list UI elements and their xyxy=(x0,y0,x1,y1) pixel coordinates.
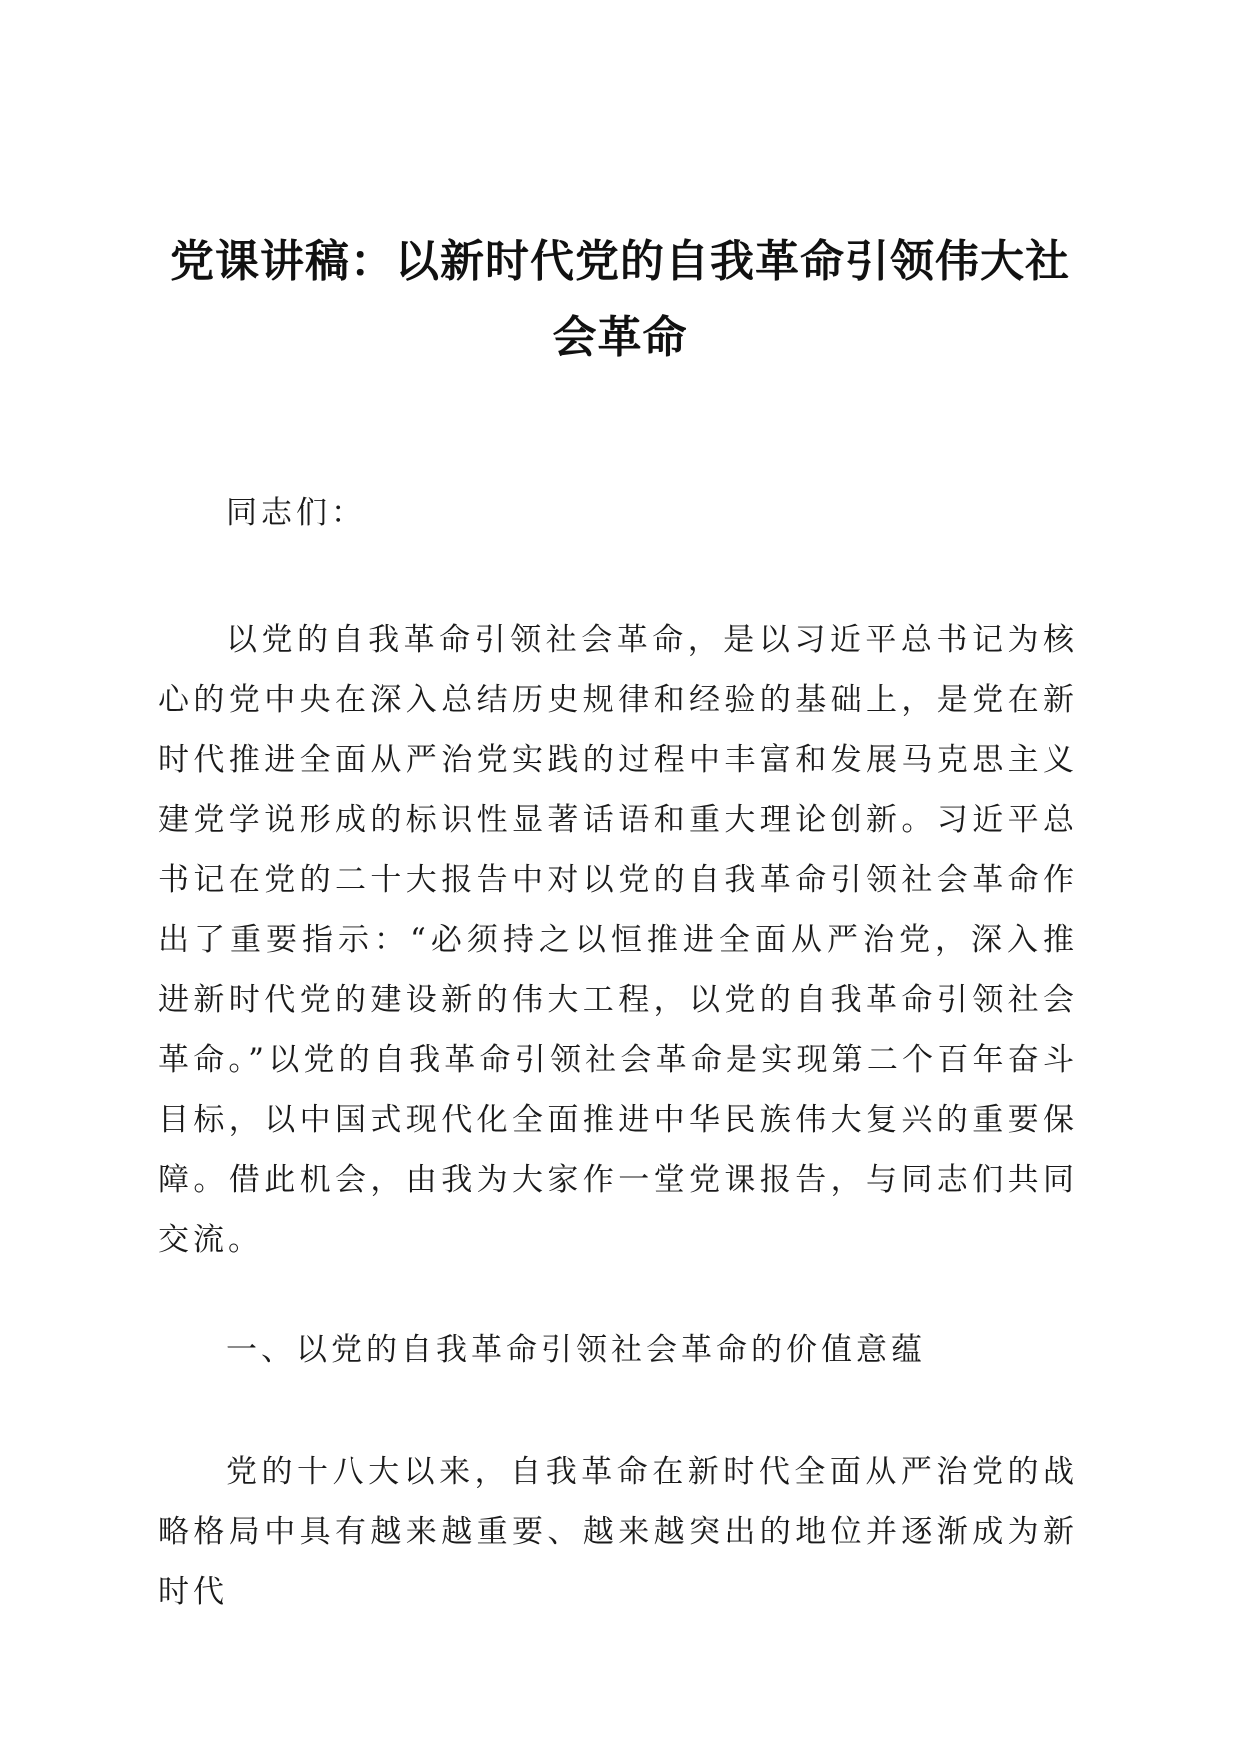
section-heading: 一、以党的自我革命引领社会革命的价值意蕴 xyxy=(226,1332,926,1368)
paragraph: 党的十八大以来，自我革命在新时代全面从严治党的战略格局中具有越来越重要、越来越突出的地位并逐渐成为新时代 xyxy=(158,1454,1078,1610)
paragraph: 以党的自我革命引领社会革命，是以习近平总书记为核心的党中央在深入总结历史规律和经验的基础上，是党在新时代推进全面从严治党实践的过程中丰富和发展马克思主义建党学说形成的标识性显著话语和重大理论创新。习近平总书记在党的二十大报告中对以党的自我革命引领社会革命作出了重要指示：“必须持之以恒推进全面从严治党，深入推进新时代党的建设新的伟大工程，以党的自我革命引领社会革命。”以党的自我革命引领社会革命是实现第二个百年奋斗目标，以中国式现代化全面推进中华民族伟大复兴的重要保障。借此机会，由我为大家作一堂党课报告，与同志们共同交流。 xyxy=(158,622,1078,1258)
page-title: 党课讲稿：以新时代党的自我革命引领伟大社会革命 xyxy=(170,236,1070,364)
salutation: 同志们： xyxy=(226,495,366,531)
